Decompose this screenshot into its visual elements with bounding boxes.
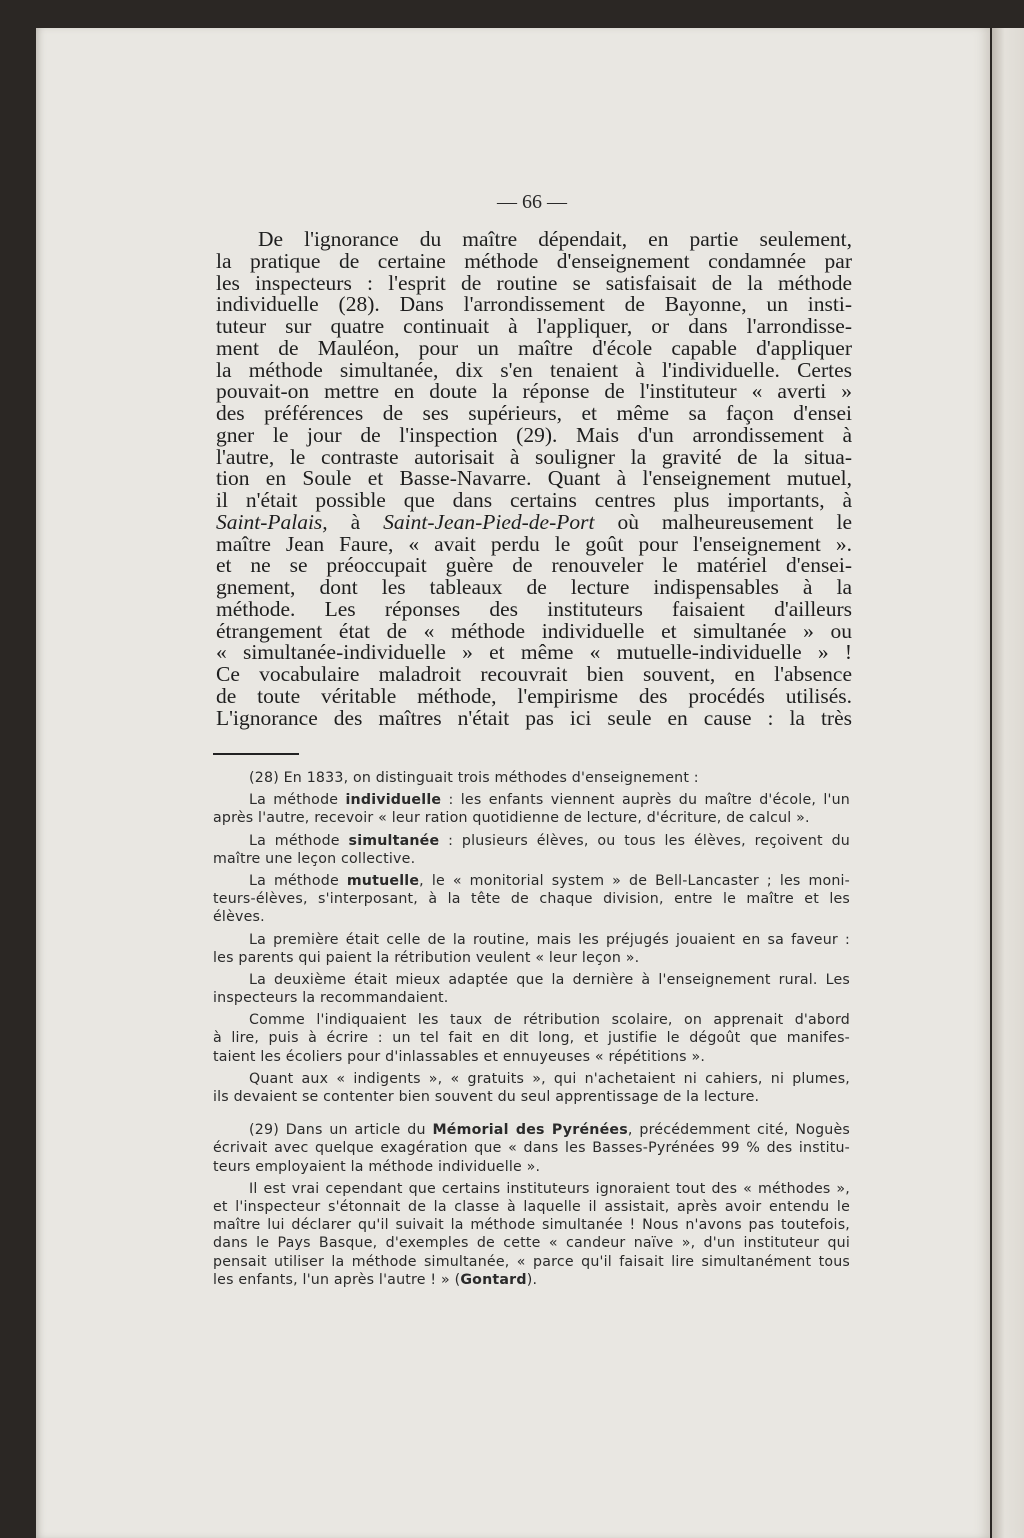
text-segment: ).	[526, 1271, 538, 1288]
bold-term: Gontard	[460, 1271, 527, 1288]
text-segment: teurs-élèves, s'interposant, à la tête de chaque division, entre le maître et les	[213, 891, 850, 908]
text-line: maître Jean Faure, « avait perdu le goût pour l'enseignement ».	[216, 531, 852, 556]
text-segment: et l'inspecteur s'étonnait de la classe à laquelle il assistait, après avoir entendu le	[213, 1198, 850, 1215]
text-segment: La première était celle de la routine, mais les préjugés jouaient en sa faveur :	[249, 931, 850, 948]
footnote-line	[213, 1029, 850, 1047]
text-segment: à	[327, 509, 384, 534]
footnote-separator	[213, 753, 299, 755]
text-line: méthode. Les réponses des instituteurs faisaient d'ailleurs	[216, 596, 852, 621]
text-line: L'ignorance des maîtres n'était pas ici seule en cause : la très	[216, 705, 852, 730]
text-line: individuelle (28). Dans l'arrondissement de Bayonne, un insti-	[216, 292, 852, 317]
text-line: tuteur sur quatre continuait à l'appliquer, or dans l'arrondisse-	[216, 314, 852, 338]
text-segment: écrivait avec quelque exagération que « dans les Basses-Pyrénées 99 % des institu-	[213, 1140, 850, 1157]
footnote-line	[213, 1070, 850, 1088]
footnote-line	[213, 1121, 850, 1139]
text-segment: taient les écoliers pour d'inlassables et ennuyeuses « répétitions ».	[213, 1048, 706, 1065]
footnote-line	[213, 971, 850, 989]
text-line: des préférences de ses supérieurs, et même sa façon d'ensei	[216, 401, 852, 425]
text-segment: (28) En 1833, on distinguait trois méthodes d'enseignement :	[249, 770, 699, 786]
text-segment: Saint-Jean-Pied-de-Port	[383, 509, 595, 534]
footnote-line	[213, 908, 850, 926]
text-segment: La deuxième était mieux adaptée que la dernière à l'enseignement rural. Les	[249, 971, 850, 988]
text-segment: maître lui déclarer qu'il suivait la méthode simultanée ! Nous n'avons pas toutefois,	[213, 1217, 850, 1234]
footnote-line	[213, 1216, 850, 1234]
footnote-line	[213, 931, 850, 949]
text-segment: ils devaient se contenter bien souvent du seul apprentissage de la lecture.	[213, 1089, 760, 1105]
text-segment: où malheureusement le	[594, 509, 852, 534]
footnote-line	[213, 1158, 850, 1176]
footnote-line	[213, 1048, 850, 1066]
text-line	[216, 509, 852, 534]
text-line: gnement, dont les tableaux de lecture indispensables à la	[216, 575, 852, 599]
text-line: tion en Soule et Basse-Navarre. Quant à l'enseignement mutuel,	[216, 466, 852, 491]
text-line: la méthode simultanée, dix s'en tenaient à l'individuelle. Certes	[216, 357, 852, 382]
text-line: et ne se préoccupait guère de renouveler le matériel d'ensei-	[216, 553, 852, 578]
text-segment: les parents qui paient la rétribution veulent « leur leçon ».	[213, 949, 640, 966]
text-segment: maître une leçon collective.	[213, 850, 416, 867]
text-segment: Quant aux « indigents », « gratuits », qui n'achetaient ni cahiers, ni plumes,	[249, 1070, 850, 1087]
footnote-line	[213, 872, 850, 890]
text-segment: les enfants, l'un après l'autre ! » (	[213, 1271, 461, 1288]
footnote-line	[213, 949, 850, 967]
page-number: — 66 —	[497, 191, 567, 213]
text-segment: La méthode	[249, 792, 346, 809]
footnote-line	[213, 791, 850, 809]
text-segment: La méthode	[249, 832, 349, 849]
footnote-line	[213, 850, 850, 868]
text-segment: dans le Pays Basque, d'exemples de cette « candeur naïve », d'un instituteur qui	[213, 1235, 850, 1252]
bold-term: simultanée	[348, 832, 440, 849]
footnote-line	[213, 1253, 850, 1271]
bold-term: mutuelle	[346, 872, 420, 889]
text-segment: à lire, puis à écrire : un tel fait en dit long, et justifie le dégoût que manifes-	[213, 1030, 850, 1047]
footnote-line	[213, 1271, 850, 1289]
text-segment: inspecteurs la recommandaient.	[213, 990, 449, 1007]
footnote-line	[213, 989, 850, 1007]
text-line: pouvait-on mettre en doute la réponse de l'instituteur « averti »	[216, 379, 852, 404]
footnote-line	[213, 832, 850, 850]
footnote-line	[213, 1198, 850, 1216]
text-line: gner le jour de l'inspection (29). Mais d'un arrondissement à	[216, 422, 852, 447]
text-segment: , précédemment cité, Noguès	[627, 1122, 850, 1139]
text-line: Ce vocabulaire maladroit recouvrait bien souvent, en l'absence	[216, 662, 852, 686]
text-line: la pratique de certaine méthode d'enseignement condamnée par	[216, 248, 852, 273]
footnote-line	[213, 1234, 850, 1252]
text-line: De l'ignorance du maître dépendait, en partie seulement,	[258, 227, 852, 251]
footnote-line	[213, 1011, 850, 1029]
bold-term: Mémorial des Pyrénées	[432, 1122, 628, 1139]
text-segment: Saint-Palais,	[216, 509, 328, 534]
text-segment: : les enfants viennent auprès du maître d'école, l'un	[441, 792, 850, 809]
text-segment: , le « monitorial system » de Bell-Lancaster ; les moni-	[419, 872, 850, 889]
footnote-line	[213, 1088, 850, 1106]
bold-term: individuelle	[345, 792, 442, 809]
facing-page-edge	[992, 28, 1024, 1538]
footnote-line	[213, 1180, 850, 1198]
text-line: il n'était possible que dans certains centres plus importants, à	[216, 488, 852, 512]
text-segment: teurs employaient la méthode individuelle ».	[213, 1158, 541, 1175]
text-line: les inspecteurs : l'esprit de routine se satisfaisait de la méthode	[216, 270, 852, 295]
text-segment: Il est vrai cependant que certains instituteurs ignoraient tout des « méthodes »,	[249, 1180, 850, 1197]
main-text	[216, 229, 852, 729]
text-line: l'autre, le contraste autorisait à souligner la gravité de la situa-	[216, 444, 852, 469]
footnotes	[213, 769, 850, 1289]
footnote-line	[213, 769, 850, 787]
text-line: « simultanée-individuelle » et même « mutuelle-individuelle » !	[216, 640, 852, 665]
text-line: étrangement état de « méthode individuelle et simultanée » ou	[216, 618, 852, 643]
text-segment: pensait utiliser la méthode simultanée, « parce qu'il faisait lire simultanément tous	[213, 1253, 850, 1270]
text-line: de toute véritable méthode, l'empirisme des procédés utilisés.	[216, 683, 852, 708]
text-segment: après l'autre, recevoir « leur ration quotidienne de lecture, d'écriture, de calcul ».	[213, 810, 810, 827]
footnote-line	[213, 890, 850, 908]
text-segment: La méthode	[249, 872, 347, 889]
text-line: ment de Mauléon, pour un maître d'école capable d'appliquer	[216, 335, 852, 360]
text-segment: Comme l'indiquaient les taux de rétribution scolaire, on apprenait d'abord	[249, 1012, 850, 1029]
text-segment: élèves.	[213, 909, 265, 926]
text-segment: (29) Dans un article du	[249, 1122, 433, 1139]
footnote-line	[213, 809, 850, 827]
footnote-line	[213, 1139, 850, 1157]
text-segment: : plusieurs élèves, ou tous les élèves, reçoivent du	[439, 832, 850, 849]
